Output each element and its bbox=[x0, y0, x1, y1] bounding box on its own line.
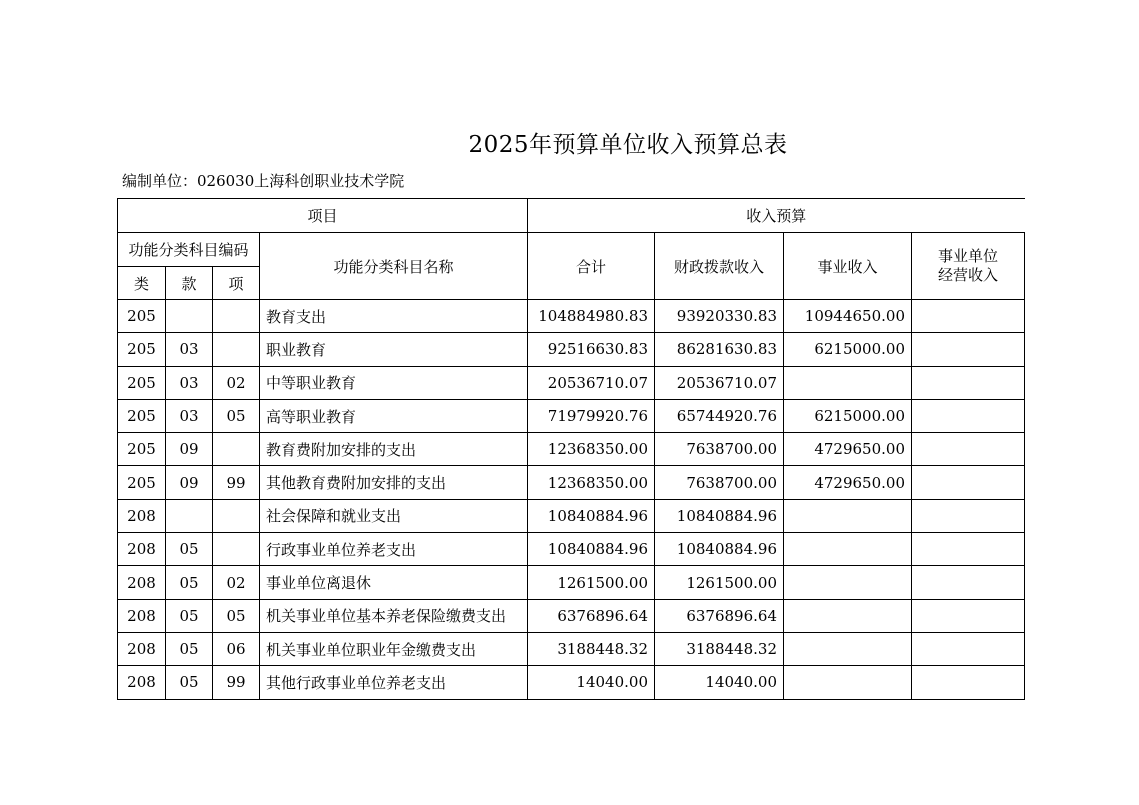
cell-lei: 208 bbox=[118, 533, 166, 566]
cell-xiang: 99 bbox=[213, 666, 260, 699]
cell-function-name: 行政事业单位养老支出 bbox=[260, 533, 528, 566]
cell-lei: 208 bbox=[118, 599, 166, 632]
cell-operating-income bbox=[912, 666, 1025, 699]
cell-business-income bbox=[784, 632, 912, 665]
table-row bbox=[118, 333, 1025, 366]
cell-lei: 205 bbox=[118, 399, 166, 432]
cell-business-income: 4729650.00 bbox=[784, 466, 912, 499]
cell-function-name: 教育支出 bbox=[260, 300, 528, 333]
cell-fiscal-income: 1261500.00 bbox=[655, 566, 784, 599]
cell-operating-income bbox=[912, 632, 1025, 665]
cell-business-income bbox=[784, 566, 912, 599]
cell-function-name: 社会保障和就业支出 bbox=[260, 499, 528, 532]
cell-total: 1261500.00 bbox=[528, 566, 655, 599]
cell-function-name: 机关事业单位职业年金缴费支出 bbox=[260, 632, 528, 665]
cell-function-name: 事业单位离退休 bbox=[260, 566, 528, 599]
header-income-budget: 收入预算 bbox=[528, 199, 1025, 233]
cell-operating-income bbox=[912, 433, 1025, 466]
cell-fiscal-income: 7638700.00 bbox=[655, 433, 784, 466]
table-row bbox=[118, 366, 1025, 399]
header-business-income: 事业收入 bbox=[784, 233, 912, 300]
table-row bbox=[118, 666, 1025, 699]
cell-fiscal-income: 3188448.32 bbox=[655, 632, 784, 665]
cell-business-income bbox=[784, 366, 912, 399]
cell-operating-income bbox=[912, 533, 1025, 566]
table-row bbox=[118, 466, 1025, 499]
cell-xiang bbox=[213, 533, 260, 566]
cell-total: 14040.00 bbox=[528, 666, 655, 699]
header-operating-line2: 经营收入 bbox=[937, 266, 998, 284]
header-operating-line1: 事业单位 bbox=[937, 247, 998, 265]
header-operating-income bbox=[912, 233, 1025, 300]
table-row bbox=[118, 433, 1025, 466]
cell-fiscal-income: 10840884.96 bbox=[655, 533, 784, 566]
header-xiang: 项 bbox=[213, 267, 260, 300]
cell-xiang bbox=[213, 300, 260, 333]
cell-xiang: 02 bbox=[213, 566, 260, 599]
cell-xiang: 05 bbox=[213, 399, 260, 432]
cell-operating-income bbox=[912, 599, 1025, 632]
table-row bbox=[118, 300, 1025, 333]
cell-business-income: 4729650.00 bbox=[784, 433, 912, 466]
cell-lei: 208 bbox=[118, 499, 166, 532]
cell-business-income bbox=[784, 533, 912, 566]
cell-lei: 205 bbox=[118, 366, 166, 399]
cell-fiscal-income: 10840884.96 bbox=[655, 499, 784, 532]
cell-lei: 205 bbox=[118, 333, 166, 366]
table-row bbox=[118, 599, 1025, 632]
cell-kuan: 03 bbox=[166, 333, 213, 366]
cell-total: 20536710.07 bbox=[528, 366, 655, 399]
cell-kuan: 05 bbox=[166, 533, 213, 566]
cell-kuan: 05 bbox=[166, 632, 213, 665]
cell-lei: 205 bbox=[118, 433, 166, 466]
header-function-name: 功能分类科目名称 bbox=[260, 233, 528, 300]
cell-operating-income bbox=[912, 499, 1025, 532]
cell-xiang: 99 bbox=[213, 466, 260, 499]
cell-operating-income bbox=[912, 300, 1025, 333]
header-function-code: 功能分类科目编码 bbox=[118, 233, 260, 267]
cell-function-name: 机关事业单位基本养老保险缴费支出 bbox=[260, 599, 528, 632]
cell-lei: 208 bbox=[118, 566, 166, 599]
cell-function-name: 高等职业教育 bbox=[260, 399, 528, 432]
header-project: 项目 bbox=[118, 199, 528, 233]
table-row bbox=[118, 399, 1025, 432]
cell-business-income bbox=[784, 599, 912, 632]
cell-function-name: 其他行政事业单位养老支出 bbox=[260, 666, 528, 699]
cell-lei: 208 bbox=[118, 632, 166, 665]
cell-lei: 205 bbox=[118, 300, 166, 333]
cell-operating-income bbox=[912, 333, 1025, 366]
cell-function-name: 中等职业教育 bbox=[260, 366, 528, 399]
cell-business-income bbox=[784, 499, 912, 532]
preparing-unit: 编制单位：026030上海科创职业技术学院 bbox=[122, 172, 405, 190]
cell-fiscal-income: 20536710.07 bbox=[655, 366, 784, 399]
cell-fiscal-income: 86281630.83 bbox=[655, 333, 784, 366]
cell-kuan: 03 bbox=[166, 399, 213, 432]
header-lei: 类 bbox=[118, 267, 166, 300]
header-total: 合计 bbox=[528, 233, 655, 300]
cell-fiscal-income: 14040.00 bbox=[655, 666, 784, 699]
cell-function-name: 职业教育 bbox=[260, 333, 528, 366]
header-kuan: 款 bbox=[166, 267, 213, 300]
cell-xiang: 06 bbox=[213, 632, 260, 665]
table-row bbox=[118, 499, 1025, 532]
cell-lei: 205 bbox=[118, 466, 166, 499]
cell-total: 3188448.32 bbox=[528, 632, 655, 665]
cell-operating-income bbox=[912, 366, 1025, 399]
cell-xiang bbox=[213, 433, 260, 466]
cell-total: 10840884.96 bbox=[528, 499, 655, 532]
cell-xiang bbox=[213, 333, 260, 366]
cell-total: 12368350.00 bbox=[528, 433, 655, 466]
report-title: 2025年预算单位收入预算总表 bbox=[468, 132, 788, 158]
cell-function-name: 其他教育费附加安排的支出 bbox=[260, 466, 528, 499]
cell-function-name: 教育费附加安排的支出 bbox=[260, 433, 528, 466]
cell-business-income: 10944650.00 bbox=[784, 300, 912, 333]
header-fiscal-income: 财政拨款收入 bbox=[655, 233, 784, 300]
cell-xiang bbox=[213, 499, 260, 532]
cell-fiscal-income: 65744920.76 bbox=[655, 399, 784, 432]
cell-xiang: 02 bbox=[213, 366, 260, 399]
cell-kuan: 03 bbox=[166, 366, 213, 399]
cell-kuan: 05 bbox=[166, 666, 213, 699]
table-row bbox=[118, 533, 1025, 566]
cell-xiang: 05 bbox=[213, 599, 260, 632]
cell-total: 10840884.96 bbox=[528, 533, 655, 566]
cell-total: 71979920.76 bbox=[528, 399, 655, 432]
cell-total: 6376896.64 bbox=[528, 599, 655, 632]
cell-total: 92516630.83 bbox=[528, 333, 655, 366]
cell-kuan: 09 bbox=[166, 433, 213, 466]
cell-business-income: 6215000.00 bbox=[784, 399, 912, 432]
cell-operating-income bbox=[912, 399, 1025, 432]
cell-total: 12368350.00 bbox=[528, 466, 655, 499]
cell-total: 104884980.83 bbox=[528, 300, 655, 333]
cell-fiscal-income: 93920330.83 bbox=[655, 300, 784, 333]
cell-fiscal-income: 6376896.64 bbox=[655, 599, 784, 632]
table-row bbox=[118, 632, 1025, 665]
cell-lei: 208 bbox=[118, 666, 166, 699]
budget-table bbox=[117, 198, 1025, 700]
cell-kuan bbox=[166, 499, 213, 532]
cell-business-income: 6215000.00 bbox=[784, 333, 912, 366]
cell-business-income bbox=[784, 666, 912, 699]
table-row bbox=[118, 566, 1025, 599]
cell-operating-income bbox=[912, 466, 1025, 499]
cell-fiscal-income: 7638700.00 bbox=[655, 466, 784, 499]
cell-kuan bbox=[166, 300, 213, 333]
cell-operating-income bbox=[912, 566, 1025, 599]
cell-kuan: 09 bbox=[166, 466, 213, 499]
cell-kuan: 05 bbox=[166, 599, 213, 632]
cell-kuan: 05 bbox=[166, 566, 213, 599]
